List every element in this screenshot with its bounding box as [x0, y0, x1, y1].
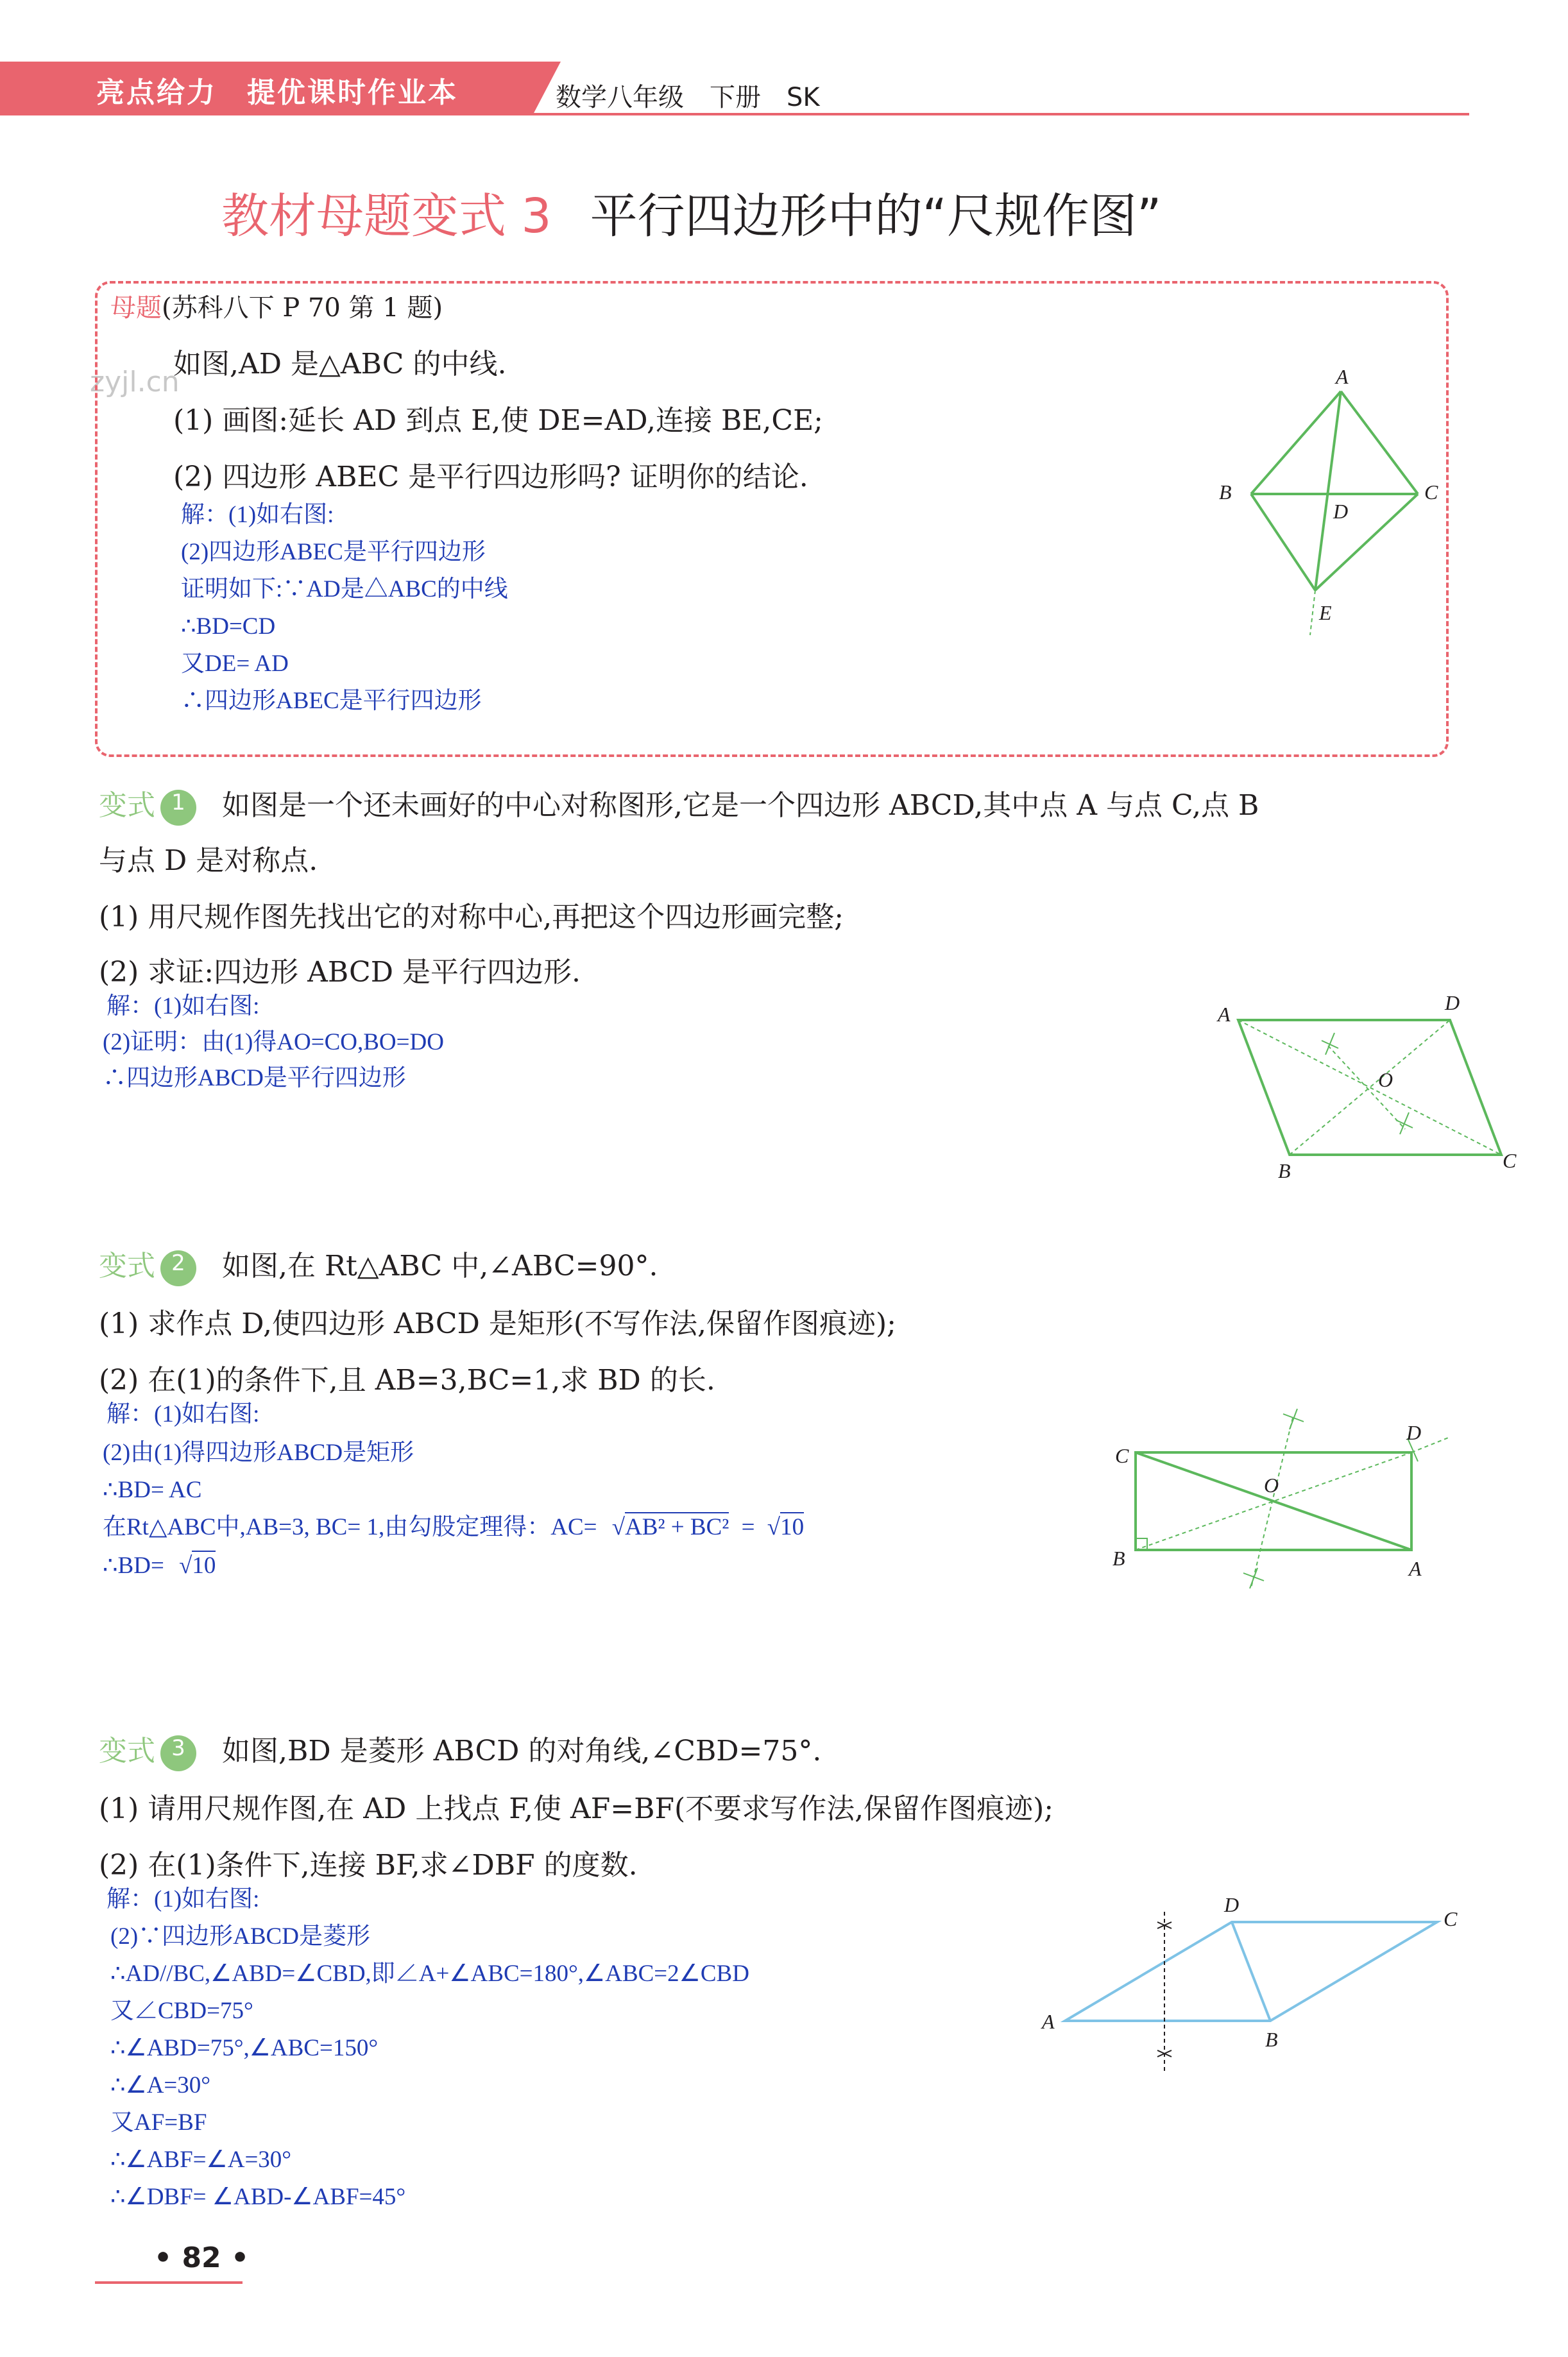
fig-m-label-a: A [1336, 365, 1349, 388]
fig-m-label-b: B [1219, 481, 1232, 504]
v2-line-2: (1) 求作点 D,使四边形 ABCD 是矩形(不写作法,保留作图痕迹); [99, 1307, 896, 1340]
v1-answer-1: 解：(1)如右图: [107, 993, 260, 1019]
v3-answer-4: 又∠CBD=75° [110, 1998, 253, 2024]
fig-v2-perp-bisector [1251, 1418, 1293, 1588]
v2-line-1 [99, 1248, 658, 1286]
fig-v3-bd [1232, 1922, 1270, 2021]
v2-eq-sign: = [741, 1514, 755, 1540]
fig-v1-label-d: D [1445, 991, 1460, 1014]
fig-v2-arc-mark-2 [1243, 1568, 1264, 1588]
mother-heading [110, 290, 443, 326]
mother-answer-5: 又DE= AD [181, 651, 289, 677]
v3-answer-1: 解：(1)如右图: [107, 1886, 260, 1912]
fig-v1-perp-bisector [1328, 1046, 1405, 1129]
v3-figure [1027, 1886, 1476, 2079]
fig-m-extension [1310, 590, 1315, 635]
fig-m-label-c: C [1424, 481, 1438, 504]
fig-v1-arc-mark-1 [1322, 1033, 1338, 1055]
fig-m-label-d: D [1333, 500, 1349, 523]
v2-sqrt-expr: AB² + BC² [625, 1512, 729, 1540]
v1-number-badge: 1 [160, 790, 196, 826]
page-number: • 82 • [154, 2242, 250, 2274]
mother-source: (苏科八下 P 70 第 1 题) [162, 293, 443, 323]
fig-v2-arc-mark-1 [1283, 1409, 1304, 1429]
v3-answer-7: 又AF=BF [110, 2109, 207, 2136]
fig-v1-label-a: A [1218, 1003, 1231, 1026]
v3-text-1: 如图,BD 是菱形 ABCD 的对角线,∠CBD=75°. [222, 1735, 822, 1767]
v2-sqrt-bd: 10 [192, 1551, 216, 1579]
v2-answer-3: ∴BD= AC [103, 1477, 202, 1503]
v2-line-3: (2) 在(1)的条件下,且 AB=3,BC=1,求 BD 的长. [99, 1364, 715, 1397]
title-main: 平行四边形中的“尺规作图” [590, 189, 1162, 244]
title-prefix: 教材母题变式 3 [221, 189, 552, 244]
mother-line-3: (2) 四边形 ABEC 是平行四边形吗? 证明你的结论. [173, 461, 808, 493]
fig-v3-label-a: A [1042, 2010, 1055, 2033]
v1-line-4: (2) 求证:四边形 ABCD 是平行四边形. [99, 956, 581, 989]
v2-answer-2: (2)由(1)得四边形ABCD是矩形 [103, 1440, 414, 1466]
v3-line-1 [99, 1733, 821, 1771]
v2-answer-4-text: 在Rt△ABC中,AB=3, BC= 1,由勾股定理得：AC= [103, 1514, 597, 1540]
fig-v1-arc-mark-2 [1396, 1112, 1413, 1134]
v1-answer-3: ∴四边形ABCD是平行四边形 [103, 1065, 406, 1091]
v3-number-badge: 3 [160, 1735, 196, 1771]
fig-v2-right-angle [1136, 1538, 1147, 1550]
v3-answer-8: ∴∠ABF=∠A=30° [110, 2147, 292, 2173]
mother-line-2: (1) 画图:延长 AD 到点 E,使 DE=AD,连接 BE,CE; [173, 404, 824, 437]
fig-m-ce [1315, 494, 1418, 590]
fig-m-ab [1251, 391, 1341, 494]
v3-answer-5: ∴∠ABD=75°,∠ABC=150° [110, 2035, 379, 2061]
mother-label: 母题 [110, 293, 162, 323]
v2-answer-4: 在Rt△ABC中,AB=3, BC= 1,由勾股定理得：AC= √AB² + BC² = √10 [103, 1511, 804, 1544]
fig-v1-bd [1290, 1020, 1450, 1155]
mother-answer-2: (2)四边形ABEC是平行四边形 [181, 539, 486, 565]
mother-line-1: 如图,AD 是△ABC 的中线. [173, 348, 507, 380]
fig-m-label-e: E [1319, 601, 1332, 624]
header-subject: 数学八年级 下册 SK [556, 83, 820, 112]
fig-v3-label-c: C [1444, 1907, 1458, 1930]
fig-v2-label-a: A [1409, 1557, 1422, 1580]
fig-v2-label-b: B [1112, 1547, 1125, 1570]
page-title [221, 178, 1161, 246]
mother-answer-4: ∴BD=CD [181, 613, 276, 640]
fig-m-be [1251, 494, 1315, 590]
v3-answer-9: ∴∠DBF= ∠ABD-∠ABF=45° [110, 2184, 406, 2210]
v2-text-1: 如图,在 Rt△ABC 中,∠ABC=90°. [222, 1250, 658, 1282]
v3-answer-6: ∴∠A=30° [110, 2072, 211, 2098]
v3-answer-2: (2)∵四边形ABCD是菱形 [110, 1923, 370, 1950]
v3-answer-3: ∴AD//BC,∠ABD=∠CBD,即∠A+∠ABC=180°,∠ABC=2∠CBD [110, 1961, 749, 1987]
v2-answer-1: 解：(1)如右图: [107, 1401, 260, 1427]
fig-v2-label-c: C [1115, 1444, 1129, 1467]
v2-sqrt-result: 10 [780, 1512, 804, 1540]
v2-number-badge: 2 [160, 1250, 196, 1286]
v2-label: 变式 [99, 1250, 155, 1282]
v1-answer-2: (2)证明：由(1)得AO=CO,BO=DO [103, 1029, 444, 1055]
fig-m-ac [1341, 391, 1418, 494]
fig-v1-label-c: C [1503, 1149, 1517, 1172]
fig-v2-label-o: O [1264, 1474, 1279, 1497]
v2-answer-5: ∴BD= √10 [103, 1550, 216, 1582]
v2-figure [1104, 1405, 1463, 1597]
fig-v1-label-b: B [1278, 1159, 1291, 1182]
mother-figure [1193, 359, 1463, 642]
mother-answer-6: ∴四边形ABEC是平行四边形 [181, 688, 482, 714]
v1-line-1 [99, 788, 1259, 826]
v1-figure [1206, 988, 1527, 1187]
header-brand: 亮点给力 提优课时作业本 [96, 76, 458, 109]
fig-v2-label-d: D [1406, 1421, 1422, 1444]
mother-answer-3: 证明如下:∵AD是△ABC的中线 [181, 576, 508, 602]
page-number-rule [95, 2281, 243, 2284]
fig-m-ae [1315, 391, 1341, 590]
v1-text-1: 如图是一个还未画好的中心对称图形,它是一个四边形 ABCD,其中点 A 与点 C,点 B [222, 789, 1259, 822]
v1-label: 变式 [99, 789, 155, 822]
v3-line-2: (1) 请用尺规作图,在 AD 上找点 F,使 AF=BF(不要求写作法,保留作图痕迹); [99, 1792, 1054, 1825]
fig-v3-label-b: B [1265, 2028, 1278, 2051]
v3-label: 变式 [99, 1735, 155, 1767]
v3-line-3: (2) 在(1)条件下,连接 BF,求∠DBF 的度数. [99, 1849, 638, 1882]
v2-answer-5-text: ∴BD= [103, 1553, 164, 1579]
mother-answer-1: 解：(1)如右图: [181, 502, 334, 528]
fig-v1-ac [1238, 1020, 1501, 1155]
v1-line-3: (1) 用尺规作图先找出它的对称中心,再把这个四边形画完整; [99, 901, 844, 933]
watermark: zyjl.cn [90, 366, 180, 398]
v1-line-2: 与点 D 是对称点. [99, 844, 318, 877]
fig-v3-label-d: D [1224, 1893, 1240, 1916]
fig-v1-label-o: O [1378, 1068, 1393, 1091]
